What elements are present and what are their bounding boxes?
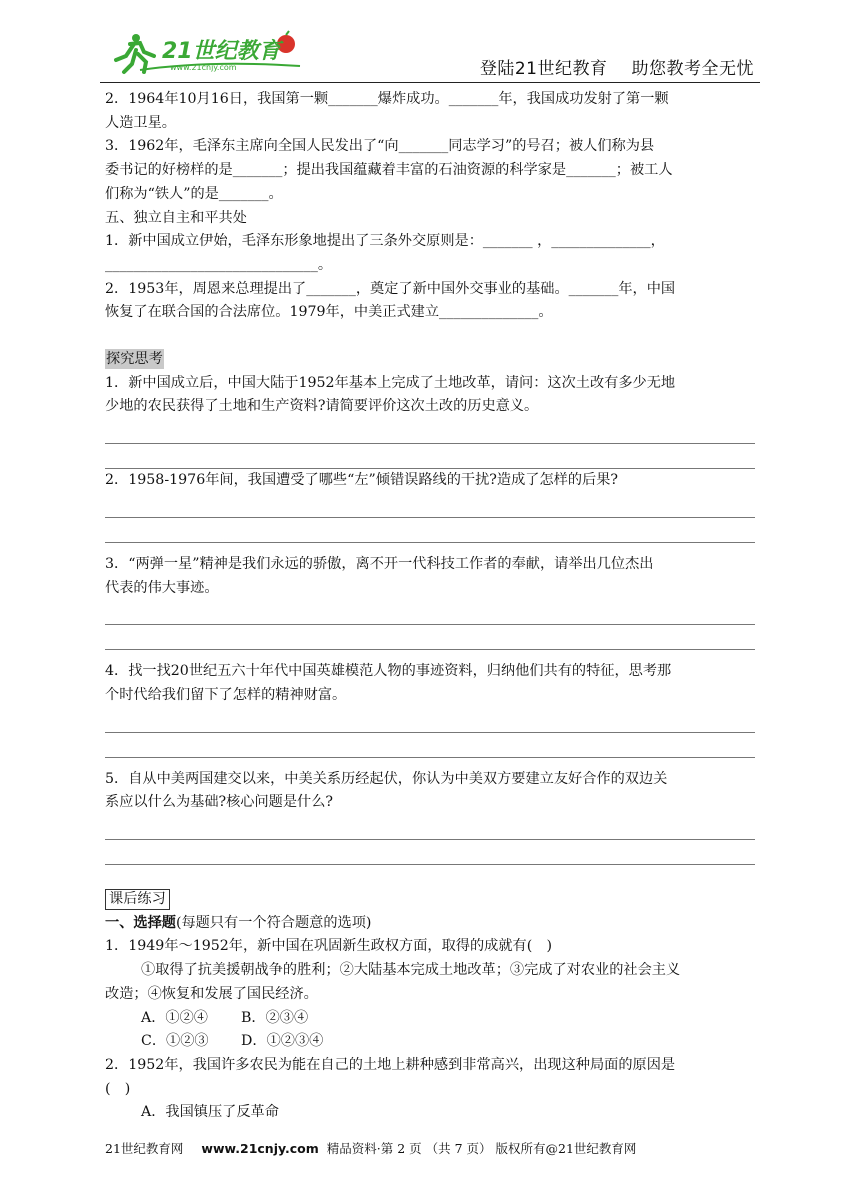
answer-line <box>105 625 755 650</box>
question-text: 系应以什么为基础?核心问题是什么? <box>105 794 334 811</box>
question-text: 2．1952年，我国许多农民为能在自己的土地上耕种感到非常高兴，出现这种局面的原因是 <box>105 1056 676 1073</box>
answer-line <box>105 444 755 469</box>
question-text: 2．1958-1976年间，我国遭受了哪些“左”倾错误路线的干扰?造成了怎样的后果? <box>105 472 619 489</box>
answer-line <box>105 708 755 733</box>
explore-title: 探究思考 <box>106 351 163 368</box>
question-text: 4．找一找20世纪五六十年代中国英雄模范人物的事迹资料，归纳他们共有的特征，思考那 <box>105 663 672 680</box>
question-text: ( ) <box>105 1080 131 1097</box>
option-d: D．①②③④ <box>241 1033 324 1050</box>
text-line: ______________________________。 <box>105 256 333 273</box>
document-body <box>105 88 755 1125</box>
answer-line <box>105 518 755 543</box>
question-text: 5．自从中美两国建交以来，中美关系历经起伏，你认为中美双方要建立友好合作的双边关 <box>105 770 668 787</box>
answer-line <box>105 493 755 518</box>
option-c: C．①②③ <box>141 1033 209 1050</box>
options-row <box>105 1030 755 1054</box>
text-line: 2．1964年10月16日，我国第一颗_______爆炸成功。_______年，我国成功发射了第一颗 <box>105 91 669 107</box>
section-heading <box>105 912 755 936</box>
footer-site-link[interactable]: www.21cnjy.com <box>201 1141 319 1156</box>
section-heading-bold: 一、选择题 <box>105 914 176 931</box>
answer-line <box>105 840 755 865</box>
slogan-left: 登陆21世纪教育 <box>479 59 608 79</box>
page-header <box>100 30 760 83</box>
option-b: B．②③④ <box>241 1009 309 1026</box>
answer-line <box>105 815 755 840</box>
text-line: 人造卫星。 <box>105 114 176 131</box>
answer-line <box>105 419 755 444</box>
answer-line <box>105 600 755 625</box>
practice-title: 课后练习 <box>105 889 170 910</box>
logo-graphic <box>110 30 310 76</box>
logo <box>110 30 310 76</box>
page-footer <box>105 1139 755 1157</box>
text-line: 1．新中国成立伊始，毛泽东形象地提出了三条外交原则是：_______ ，______________， <box>105 233 665 250</box>
options-row <box>105 1007 755 1031</box>
text-line: 们称为“铁人”的是_______。 <box>105 185 283 202</box>
question-text: 少地的农民获得了土地和生产资料?请简要评价这次土改的历史意义。 <box>105 398 539 415</box>
question-text: 1．1949年～1952年，新中国在巩固新生政权方面，取得的成就有( ) <box>105 938 552 955</box>
text-line: 2．1953年，周恩来总理提出了_______，奠定了新中国外交事业的基础。_______年，中国 <box>105 280 676 297</box>
question-text: 代表的伟大事迹。 <box>105 579 219 596</box>
text-line: 3．1962年，毛泽东主席向全国人民发出了“向_______同志学习”的号召；被人们称为县 <box>105 138 655 155</box>
section-note: (每题只有一个符合题意的选项) <box>175 914 372 931</box>
footer-right: 精品资料·第 2 页 （共 7 页） 版权所有@21世纪教育网 <box>326 1141 637 1156</box>
slogan-right: 助您教考全无忧 <box>631 59 754 79</box>
question-text: 3．“两弹一星”精神是我们永远的骄傲，离不开一代科技工作者的奉献，请举出几位杰出 <box>105 555 654 572</box>
option-a: A．①②④ <box>141 1009 208 1026</box>
question-desc: 改造；④恢复和发展了国民经济。 <box>105 985 318 1002</box>
text-line: 恢复了在联合国的合法席位。1979年，中美正式建立______________。 <box>105 304 553 321</box>
option-a: A．我国镇压了反革命 <box>141 1104 279 1121</box>
question-desc: ①取得了抗美援朝战争的胜利；②大陆基本完成土地改革；③完成了对农业的社会主义 <box>141 962 681 979</box>
logo-url: www.21cnjy.com <box>170 63 237 72</box>
section-heading: 五、独立自主和平共处 <box>105 209 247 226</box>
header-slogan <box>456 54 754 79</box>
question-text: 个时代给我们留下了怎样的精神财富。 <box>105 686 347 703</box>
answer-line <box>105 733 755 758</box>
footer-left: 21世纪教育网 <box>105 1141 184 1156</box>
question-text: 1．新中国成立后，中国大陆于1952年基本上完成了土地改革，请问：这次土改有多少无地 <box>105 374 676 391</box>
logo-text: 21世纪教育 <box>162 39 281 64</box>
text-line: 委书记的好榜样的是_______；提出我国蕴藏着丰富的石油资源的科学家是_______；被工人 <box>105 162 673 179</box>
